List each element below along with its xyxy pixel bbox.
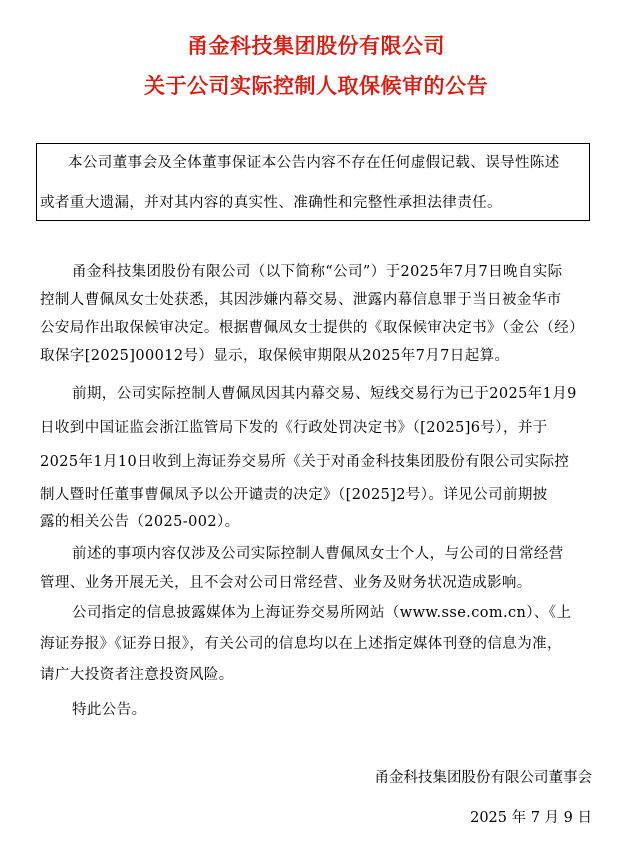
paragraph-4-line-3: 请广大投资者注意投资风险。 (40, 667, 234, 683)
paragraph-4-line-2: 海证券报》《证券日报》，有关公司的信息均以在上述指定媒体刊登的信息为准， (40, 636, 562, 652)
paragraph-2-line-3: 2025年1月10日收到上海证券交易所《关于对甬金科技集团股份有限公司实际控 (40, 454, 570, 470)
paragraph-1-line-2: 控制人曹佩凤女士处获悉，其因涉嫌内幕交易、泄露内幕信息罪于当日被金华市 (40, 292, 562, 308)
paragraph-2-line-5: 露的相关公告（2025-002）。 (40, 514, 240, 530)
paragraph-3-line-2: 管理、业务开展无关，且不会对公司日常经营、业务及财务状况造成影响。 (40, 575, 532, 591)
disclaimer-line-1: 本公司董事会及全体董事保证本公告内容不存在任何虚假记载、误导性陈述 (68, 155, 560, 171)
closing-line: 特此公告。 (72, 702, 147, 718)
paragraph-4-line-1: 公司指定的信息披露媒体为上海证券交易所网站（www.sse.com.cn）、《上 (72, 605, 572, 621)
announcement-title: 关于公司实际控制人取保候审的公告 (144, 74, 488, 98)
paragraph-1-line-4: 取保字[2025]00012号）显示，取保候审期限从2025年7月7日起算。 (40, 348, 510, 364)
signature-board: 甬金科技集团股份有限公司董事会 (374, 770, 592, 786)
company-title: 甬金科技集团股份有限公司 (187, 34, 445, 58)
signature-date: 2025 年 7 月 9 日 (470, 810, 592, 826)
disclaimer-line-2: 或者重大遗漏，并对其内容的真实性、准确性和完整性承担法律责任。 (40, 195, 502, 211)
paragraph-1-line-1: 甬金科技集团股份有限公司（以下简称“公司”）于2025年7月7日晚自实际 (72, 264, 563, 280)
paragraph-3-line-1: 前述的事项内容仅涉及公司实际控制人曹佩凤女士个人，与公司的日常经营 (72, 546, 564, 562)
paragraph-1-line-3: 公安局作出取保候审决定。根据曹佩凤女士提供的《取保候审决定书》（金公（经） (40, 320, 585, 336)
paragraph-2-line-1: 前期，公司实际控制人曹佩凤因其内幕交易、短线交易行为已于2025年1月9 (72, 386, 577, 402)
paragraph-2-line-4: 制人暨时任董事曹佩凤予以公开谴责的决定》（[2025]2号）。详见公司前期披 (40, 487, 548, 503)
paragraph-2-line-2: 日收到中国证监会浙江监管局下发的《行政处罚决定书》（[2025]6号），并于 (40, 420, 548, 436)
